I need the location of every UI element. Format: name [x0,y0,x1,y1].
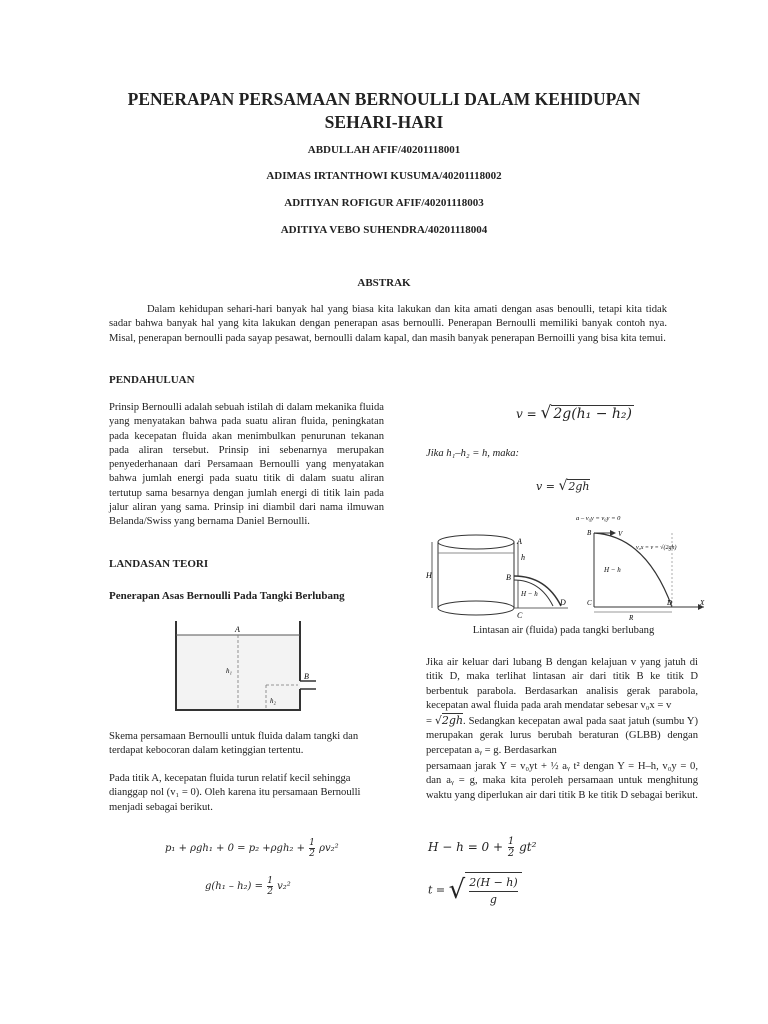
traj-label-r: R [629,614,634,620]
tank-diagram [170,617,320,712]
eq-h-left: H − h = 0 + [428,840,504,854]
figure-caption: Lintasan air (fluida) pada tangki berlubang [472,625,655,636]
equation-v2 [536,478,590,494]
cyl-label-b: B [506,573,511,582]
cylinder-diagram [426,528,576,623]
frac-half-3 [508,836,514,859]
traj-label-d: D [667,599,673,607]
eq-v2-left: v = [536,480,555,493]
author-3: ADITIYAN ROFIGUR AFIF/40201118003 [284,197,484,209]
right-paragraph-2: persamaan jarak Y = v₀yt + ½ aᵧ t² dengan Y = H–h, v₀y = 0, dan aᵧ = g, maka kita peroleh persamaan untuk menghitung waktu yang diperlukan air dari titik B ke titik D sebagai berikut. [426,761,698,801]
eq-bernoulli-right: ρv₂² [319,843,339,854]
trajectory-diagram [576,508,711,620]
eq-t-den: g [489,893,497,906]
landasan-heading: LANDASAN TEORI [109,558,209,570]
traj-label-c: C [587,599,592,607]
frac-num: 1 [309,838,315,848]
eq-v2-root: 2gh [568,480,590,493]
equation-h [428,836,536,859]
eq-h-right: gt² [519,840,537,854]
label-h2: h₂ [270,697,276,705]
title-line-1: PENERAPAN PERSAMAAN BERNOULLI DALAM KEHIDUPAN [127,89,641,109]
eq-t-num: 2(H − h) [469,875,517,892]
cyl-label-a: A [517,537,522,546]
frac-den-2: 2 [267,887,273,897]
traj-label-hh: H − h [604,566,621,574]
sqrt-sign: √ [540,403,552,423]
eq-bernoulli-left: p₁ + ρgh₁ + 0 = p₂ +ρgh₂ + [165,843,305,854]
label-h1: h₁ [226,667,232,675]
sqrt-sign-t: √ [448,875,466,905]
frac-den: 2 [309,849,315,859]
frac-num-3: 1 [507,836,515,847]
eq-g-right: v₂² [277,881,291,892]
eq-t-left: t = [428,883,446,897]
abstract-text: Dalam kehidupan sehari-hari banyak hal yang biasa kita lakukan dan kita amati dengan asas benoulli, tetapi kita tidak sadar bahwa banyak hal yang kita lakukan dengan penerapan asas bernoulli. Penerapan Bernoulli memiliki banyak contoh nya. Misal, penerapan bernoulli pada sayap pesawat, bernoulli dalam kapal, dan masih banyak penerapan Bernoilli yang bisa kita temui. [109,304,667,344]
rp1b-sqrt: √2gh [434,714,464,727]
equation-bernoulli [165,838,339,859]
equation-v [516,403,634,423]
titik-a-text: Pada titik A, kecepatan fluida turun relatif kecil sehingga dianggap nol (v₁ = 0). Oleh karena itu persamaan Bernoulli menjadi sebagai berikut. [109,773,361,813]
rp1b-root: 2gh [441,714,464,727]
cyl-label-h: h [521,553,525,562]
author-1: ABDULLAH AFIF/40201118001 [307,144,461,156]
paper-title [100,88,668,134]
author-4: ADITIYA VEBO SUHENDRA/40201118004 [280,224,488,236]
skema-text: Skema persamaan Bernoulli untuk fluida dalam tangki dan terdapat kebocoran dalam ketinggian tertentu. [109,731,359,757]
frac-den-3: 2 [507,848,515,859]
label-a: A [235,625,240,634]
cyl-label-hh: H − h [521,590,538,598]
eq-v-root: 2g(h₁ − h₂) [553,406,633,422]
abstract-heading: ABSTRAK [357,277,411,289]
rp1b-post: . Sedangkan kecepatan awal pada saat jatuh (sumbu Y) merupakan gerak lurus berubah beraturan (GLBB) dengan percepatan aᵧ = g. Berdasarkan [426,716,698,756]
pendahuluan-heading: PENDAHULUAN [109,374,195,386]
frac-half-2 [267,876,273,897]
author-2: ADIMAS IRTANTHOWI KUSUMA/40201118002 [266,170,502,182]
eq-v-left: v = [516,407,537,421]
frac-t [465,872,521,908]
label-b: B [304,672,309,681]
cyl-label-H: H [426,571,432,580]
right-paragraph-1b [426,714,698,758]
sqrt-sign-2: √ [558,478,568,494]
eq-g-left: g(h₁ – h₂) = [205,881,264,892]
frac-num-2: 1 [267,876,273,886]
traj-label-x: X [700,599,705,607]
subheading-tangki: Penerapan Asas Bernoulli Pada Tangki Berlubang [109,590,345,602]
equation-g [205,876,291,897]
equation-t [428,872,522,908]
frac-half [309,838,315,859]
traj-label-b: B [587,529,592,537]
cyl-label-c: C [517,611,523,620]
cyl-label-d: D [560,598,566,607]
jika-text: Jika h₁–h₂ = h, maka: [426,448,520,459]
pendahuluan-text: Prinsip Bernoulli adalah sebuah istilah di dalam mekanika fluida yang menyatakan bahwa pada suatu aliran fluida, peningkatan pada kecepatan fluida akan menimbulkan penurunan tekanan pada aliran tersebut. Prinsip ini sebenarnya merupakan penyederhanaan dari Persamaan Bernoulli yang menyatakan bahwa jumlah energi pada suatu titik di dalam suatu aliran tertutup sama besarnya dengan jumlah energi di titik lain pada jalur aliran yang sama. Prinsip ini diambil dari nama ilmuwan Belanda/Swiss yang bernama Daniel Bernoulli. [109,402,384,528]
title-line-2: SEHARI-HARI [324,112,444,132]
traj-label-v: V [618,530,623,538]
rp1b-pre: = [426,716,432,727]
traj-label-vox: v₀x = v = √(2gh) [636,545,677,551]
traj-label-top: a – v₀y = v₀y = 0 [576,515,621,522]
right-paragraph-1: Jika air keluar dari lubang B dengan kelajuan v yang jatuh di titik D, maka terlihat lintasan air dari titik B ke titik D berbentuk parabola. Berdasarkan analisis gerak parabola, kecepatan awal fluida pada arah mendatar sebesar v₀x = v [426,657,698,711]
